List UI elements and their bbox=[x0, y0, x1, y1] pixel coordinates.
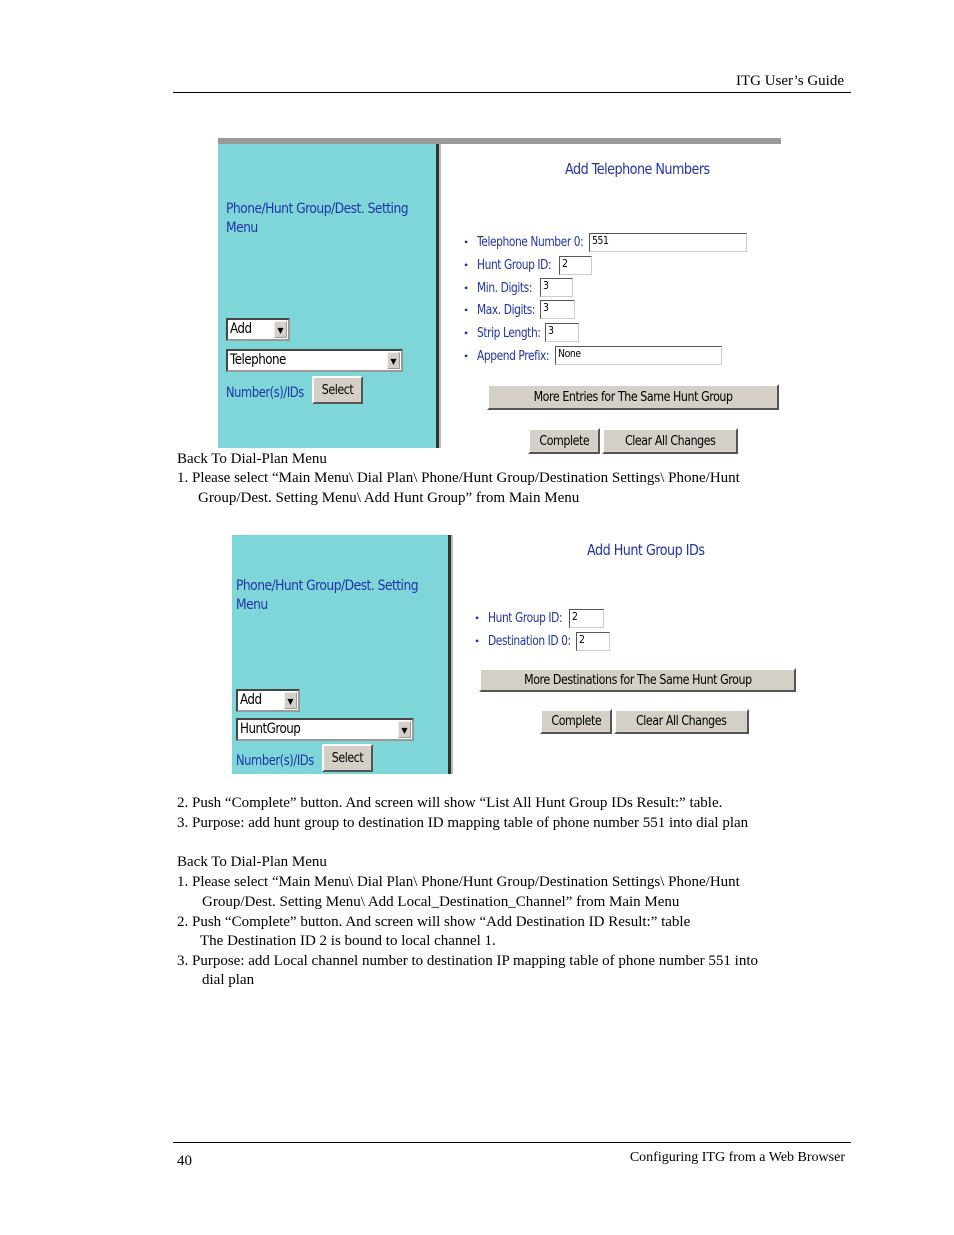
select-button[interactable] bbox=[322, 744, 373, 772]
input-value: 2 bbox=[579, 633, 585, 646]
header-rule bbox=[173, 92, 851, 93]
form-title: Add Hunt Group IDs bbox=[587, 541, 705, 559]
input-value: 2 bbox=[572, 610, 578, 623]
form-title: Add Telephone Numbers bbox=[565, 160, 710, 178]
action-select-value: Add bbox=[240, 692, 262, 708]
action-select-value: Add bbox=[230, 321, 252, 337]
screenshot-add-hunt-group-ids bbox=[232, 535, 798, 774]
bullet-icon: • bbox=[475, 611, 480, 625]
menu-title-line1: Phone/Hunt Group/Dest. Setting bbox=[226, 201, 409, 217]
destination-id-input[interactable] bbox=[576, 632, 610, 651]
field-label: Min. Digits: bbox=[477, 281, 533, 296]
step1-line2-a: Group/Dest bbox=[198, 490, 268, 506]
footer-section-title: Configuring ITG from a Web Browser bbox=[629, 1150, 845, 1165]
more-entries-label: More Entries for The Same Hunt Group bbox=[533, 389, 733, 405]
append-prefix-input[interactable] bbox=[555, 346, 722, 365]
back-to-dial-plan-link-2[interactable]: Back To Dial-Plan Menu bbox=[177, 854, 327, 870]
field-label: Telephone Number 0: bbox=[477, 235, 584, 250]
action-select[interactable] bbox=[236, 689, 300, 712]
select-button-label: Select bbox=[321, 382, 354, 398]
type-select-value: Telephone bbox=[230, 352, 286, 368]
menu-title-line2: Menu bbox=[226, 220, 258, 236]
footer-rule bbox=[173, 1142, 851, 1143]
bullet-icon: • bbox=[464, 235, 469, 249]
more-destinations-label: More Destinations for The Same Hunt Group bbox=[523, 672, 752, 688]
b-step1-line2 bbox=[202, 892, 679, 912]
hunt-group-id-input[interactable] bbox=[569, 609, 604, 628]
chevron-down-icon[interactable]: ▼ bbox=[274, 321, 287, 338]
b-step3-line2: dial plan bbox=[202, 972, 255, 988]
field-label: Append Prefix: bbox=[477, 349, 550, 364]
input-value: None bbox=[558, 347, 581, 360]
select-button[interactable] bbox=[312, 376, 363, 404]
b-step1-line1: 1. Please select “Main Menu\ Dial Plan\ Phone/Hunt Group/Destination Settings\ Phone/Hunt bbox=[177, 874, 740, 890]
clear-all-changes-button[interactable] bbox=[602, 428, 738, 454]
field-label: Strip Length: bbox=[477, 326, 541, 341]
step1-line2 bbox=[198, 488, 579, 508]
type-select[interactable] bbox=[226, 349, 403, 372]
chevron-down-icon[interactable]: ▼ bbox=[387, 352, 400, 369]
telephone-number-input[interactable] bbox=[589, 233, 747, 252]
field-label: Destination ID 0: bbox=[488, 634, 571, 649]
bullet-icon: • bbox=[464, 349, 469, 363]
input-value: 2 bbox=[562, 257, 568, 270]
clear-all-changes-label: Clear All Changes bbox=[636, 714, 727, 729]
b-step3-line1: 3. Purpose: add Local channel number to destination IP mapping table of phone number 551 into bbox=[177, 953, 758, 969]
page-number: 40 bbox=[177, 1153, 192, 1169]
step1-line2-b: . Setting Menu\ Add Hunt Group” from Main Menu bbox=[268, 490, 580, 506]
input-value: 551 bbox=[592, 234, 609, 247]
bullet-icon: • bbox=[464, 281, 469, 295]
step2: 2. Push “Complete” button. And screen will show “List All Hunt Group IDs Result:” table. bbox=[177, 795, 723, 811]
more-destinations-button[interactable] bbox=[479, 668, 796, 692]
field-label: Max. Digits: bbox=[477, 303, 536, 318]
complete-button[interactable] bbox=[528, 428, 600, 454]
b-step2-line2: The Destination ID 2 is bound to local channel 1. bbox=[200, 933, 496, 949]
b-step2-line1: 2. Push “Complete” button. And screen will show “Add Destination ID Result:” table bbox=[177, 914, 691, 930]
bullet-icon: • bbox=[464, 303, 469, 317]
numbers-ids-label: Number(s)/IDs bbox=[226, 385, 304, 401]
input-value: 3 bbox=[543, 279, 549, 292]
b-step1-line2-b: . Setting Menu\ Add Local_Destination_Channel” from Main Menu bbox=[272, 894, 680, 910]
max-digits-input[interactable] bbox=[540, 300, 575, 319]
type-select[interactable] bbox=[236, 718, 414, 741]
back-to-dial-plan-link[interactable]: Back To Dial-Plan Menu bbox=[177, 451, 327, 467]
menu-title-line1: Phone/Hunt Group/Dest. Setting bbox=[236, 578, 419, 594]
step3: 3. Purpose: add hunt group to destination ID mapping table of phone number 551 into dial plan bbox=[177, 815, 749, 831]
action-select[interactable] bbox=[226, 318, 290, 341]
field-label: Hunt Group ID: bbox=[488, 611, 563, 626]
bullet-icon: • bbox=[464, 258, 469, 272]
running-header: ITG User’s Guide bbox=[735, 73, 844, 89]
screenshot-add-telephone-numbers bbox=[218, 138, 781, 454]
chevron-down-icon[interactable]: ▼ bbox=[398, 721, 411, 738]
strip-length-input[interactable] bbox=[545, 323, 579, 342]
bullet-icon: • bbox=[475, 634, 480, 648]
numbers-ids-label: Number(s)/IDs bbox=[236, 753, 314, 769]
clear-all-changes-button[interactable] bbox=[614, 709, 749, 734]
min-digits-input[interactable] bbox=[540, 278, 573, 297]
chevron-down-icon[interactable]: ▼ bbox=[284, 692, 297, 709]
frame-divider-light bbox=[451, 535, 453, 774]
step1-line1: 1. Please select “Main Menu\ Dial Plan\ Phone/Hunt Group/Destination Settings\ Phone/Hunt bbox=[177, 470, 740, 486]
more-entries-button[interactable] bbox=[487, 384, 779, 410]
complete-label: Complete bbox=[551, 714, 601, 729]
input-value: 3 bbox=[548, 324, 554, 337]
field-label: Hunt Group ID: bbox=[477, 258, 552, 273]
menu-title-line2: Menu bbox=[236, 597, 268, 613]
frame-divider-light bbox=[439, 144, 441, 448]
select-button-label: Select bbox=[331, 750, 364, 766]
input-value: 3 bbox=[543, 301, 549, 314]
type-select-value: HuntGroup bbox=[240, 721, 301, 737]
bullet-icon: • bbox=[464, 326, 469, 340]
b-step1-line2-a: Group/Dest bbox=[202, 894, 272, 910]
hunt-group-id-input[interactable] bbox=[559, 256, 592, 275]
complete-button[interactable] bbox=[540, 709, 612, 734]
complete-label: Complete bbox=[539, 433, 589, 449]
clear-all-changes-label: Clear All Changes bbox=[624, 433, 716, 449]
